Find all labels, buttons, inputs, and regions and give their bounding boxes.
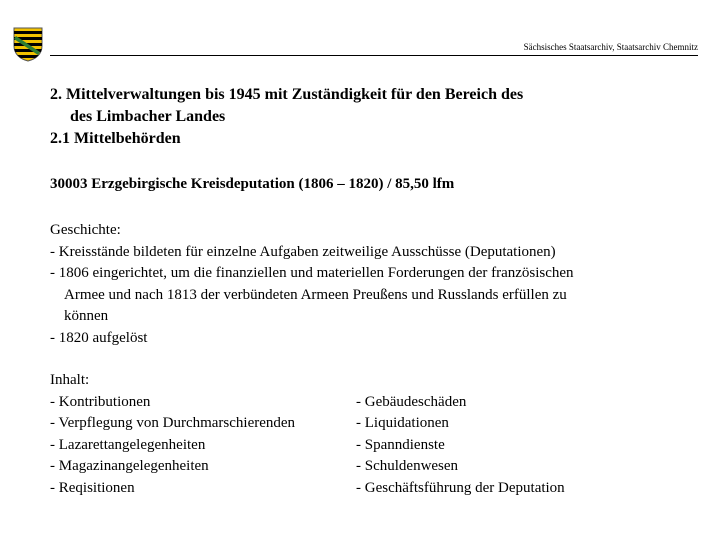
content-row bbox=[50, 478, 700, 500]
content-right-item: - Geschäftsführung der Deputation bbox=[356, 479, 565, 496]
history-item-3: - 1820 aufgelöst bbox=[50, 329, 148, 346]
archive-name: Sächsisches Staatsarchiv, Staatsarchiv Chemnitz bbox=[523, 42, 698, 52]
content-section bbox=[50, 370, 700, 499]
history-label: Geschichte: bbox=[50, 222, 121, 238]
content-right-item: - Liquidationen bbox=[356, 415, 449, 431]
content-left-item: - Kontributionen bbox=[50, 393, 151, 410]
content-right-item: - Schuldenwesen bbox=[356, 458, 459, 474]
saxony-coat-of-arms-icon bbox=[12, 26, 44, 62]
content-left-item: - Magazinangelegenheiten bbox=[50, 458, 209, 474]
header-divider bbox=[50, 55, 698, 56]
history-section bbox=[50, 220, 700, 349]
title-line-1: 2. Mittelverwaltungen bis 1945 mit Zuständigkeit für den Bereich des bbox=[50, 86, 524, 103]
title-line-3: 2.1 Mittelbehörden bbox=[50, 130, 181, 147]
content-row bbox=[50, 392, 700, 414]
content-left-item: - Reqisitionen bbox=[50, 479, 135, 496]
content-left-item: - Lazarettangelegenheiten bbox=[50, 436, 206, 453]
content-row bbox=[50, 456, 700, 478]
content-right-item: - Spanndienste bbox=[356, 436, 445, 453]
fond-heading: 30003 Erzgebirgische Kreisdeputation (1806 – 1820) / 85,50 lfm bbox=[50, 176, 455, 192]
history-item-2-line-2: Armee und nach 1813 der verbündeten Armeen Preußens und Russlands erfüllen zu bbox=[64, 286, 567, 303]
content-row bbox=[50, 435, 700, 457]
page-title bbox=[50, 84, 690, 150]
content-right-item: - Gebäudeschäden bbox=[356, 393, 467, 410]
content-label: Inhalt: bbox=[50, 372, 90, 388]
content-row bbox=[50, 413, 700, 435]
history-item-1: - Kreisstände bildeten für einzelne Aufgaben zeitweilige Ausschüsse (Deputationen) bbox=[50, 243, 556, 260]
history-item-2-line-1: - 1806 eingerichtet, um die finanziellen und materiellen Forderungen der französischen bbox=[50, 265, 574, 281]
title-line-2: des Limbacher Landes bbox=[70, 108, 226, 125]
history-item-2-line-3: können bbox=[64, 308, 109, 324]
content-left-item: - Verpflegung von Durchmarschierenden bbox=[50, 415, 296, 431]
